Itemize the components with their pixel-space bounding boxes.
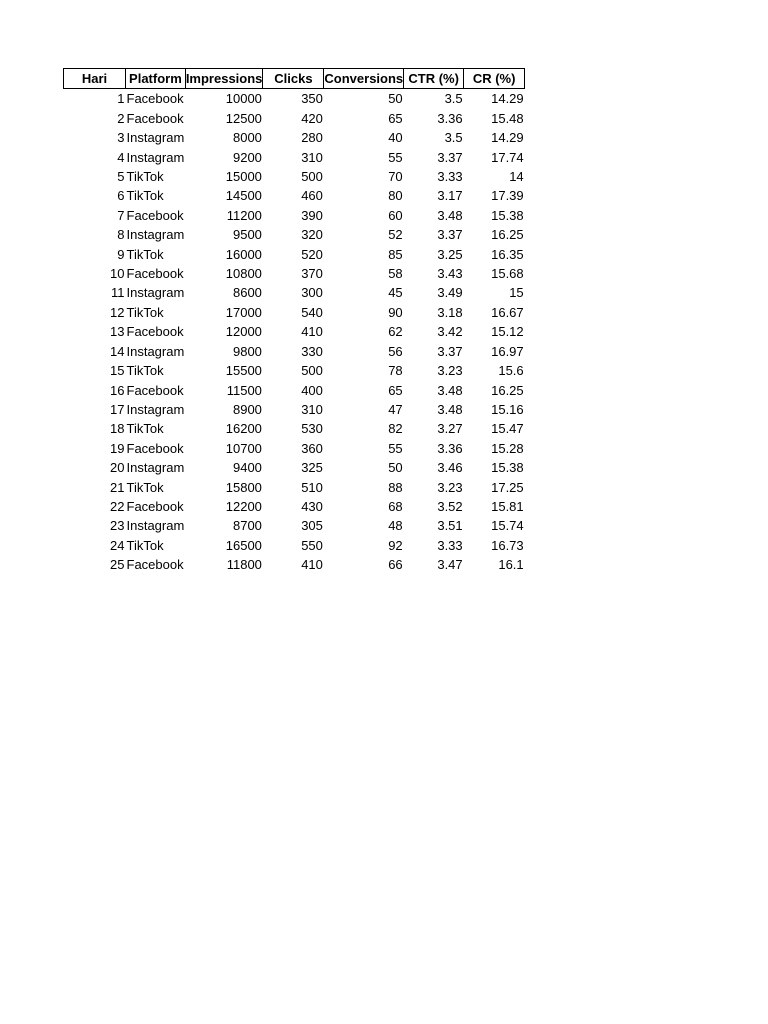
cell-conversions[interactable]: 92 <box>388 537 403 553</box>
cell-platform[interactable]: Instagram <box>126 343 185 359</box>
cell-hari[interactable]: 21 <box>110 479 125 495</box>
cell-impressions[interactable]: 16500 <box>225 537 262 553</box>
table-row <box>64 109 525 128</box>
cell-impressions[interactable]: 9800 <box>232 343 262 359</box>
cell-clicks[interactable]: 350 <box>301 91 323 107</box>
cell-impressions[interactable]: 9200 <box>232 149 262 165</box>
cell-cr[interactable]: 17.25 <box>491 479 524 495</box>
cell-ctr[interactable]: 3.36 <box>437 110 463 126</box>
cell-impressions[interactable]: 11200 <box>226 207 262 223</box>
table-row <box>64 555 525 574</box>
cell-conversions[interactable]: 65 <box>388 382 403 398</box>
cell-clicks[interactable]: 510 <box>301 479 323 495</box>
cell-platform[interactable]: Instagram <box>126 518 185 534</box>
cell-cr[interactable]: 16.25 <box>491 382 524 398</box>
cell-ctr[interactable]: 3.36 <box>437 440 463 456</box>
cell-clicks[interactable]: 300 <box>301 285 323 301</box>
header-impressions-label: Impressions <box>185 71 263 86</box>
cell-conversions[interactable]: 55 <box>388 440 403 456</box>
table-row <box>64 439 525 458</box>
cell-platform[interactable]: TikTok <box>126 304 164 320</box>
header-cell-platform[interactable]: Platform <box>126 69 186 89</box>
cell-clicks[interactable]: 330 <box>301 343 323 359</box>
cell-conversions[interactable]: 65 <box>388 110 403 126</box>
cell-ctr[interactable]: 3.17 <box>437 188 463 204</box>
cell-platform[interactable]: Facebook <box>126 382 184 398</box>
cell-hari[interactable]: 8 <box>117 227 125 243</box>
cell-platform[interactable]: TikTok <box>126 421 164 437</box>
table-body <box>64 89 525 575</box>
cell-conversions[interactable]: 40 <box>388 130 403 146</box>
cell-impressions[interactable]: 8900 <box>232 401 262 417</box>
cell-clicks[interactable]: 410 <box>301 324 323 340</box>
cell-hari[interactable]: 20 <box>110 460 125 476</box>
header-cell-clicks[interactable]: Clicks <box>263 69 324 89</box>
cell-ctr[interactable]: 3.47 <box>437 557 463 573</box>
cell-cr[interactable]: 16.67 <box>491 304 524 320</box>
cell-ctr[interactable]: 3.33 <box>437 169 463 185</box>
table-row <box>64 303 525 322</box>
cell-hari[interactable]: 15 <box>110 363 125 379</box>
cell-clicks[interactable]: 320 <box>301 227 323 243</box>
cell-platform[interactable]: Instagram <box>126 227 185 243</box>
cell-conversions[interactable]: 50 <box>388 460 403 476</box>
cell-ctr[interactable]: 3.37 <box>437 149 463 165</box>
cell-impressions[interactable]: 12000 <box>225 324 262 340</box>
table-row <box>64 167 525 186</box>
cell-ctr[interactable]: 3.33 <box>437 537 463 553</box>
cell-clicks[interactable]: 400 <box>301 382 323 398</box>
cell-conversions[interactable]: 66 <box>388 557 403 573</box>
table-row <box>64 516 525 535</box>
cell-ctr[interactable]: 3.5 <box>444 91 463 107</box>
cell-conversions[interactable]: 85 <box>388 246 403 262</box>
cell-ctr[interactable]: 3.48 <box>437 382 463 398</box>
cell-ctr[interactable]: 3.43 <box>437 266 463 282</box>
cell-cr[interactable]: 15.28 <box>491 440 524 456</box>
cell-platform[interactable]: Facebook <box>126 557 184 573</box>
header-cell-hari[interactable]: Hari <box>64 69 126 89</box>
cell-cr[interactable]: 15.68 <box>491 266 524 282</box>
cell-cr[interactable]: 14 <box>509 169 524 185</box>
table-row <box>64 128 525 147</box>
cell-conversions[interactable]: 88 <box>388 479 403 495</box>
cell-hari[interactable]: 11 <box>111 285 125 301</box>
cell-ctr[interactable]: 3.23 <box>437 363 463 379</box>
table-row <box>64 497 525 516</box>
cell-hari[interactable]: 13 <box>110 324 125 340</box>
cell-conversions[interactable]: 47 <box>388 401 403 417</box>
cell-cr[interactable]: 16.1 <box>498 557 524 573</box>
cell-ctr[interactable]: 3.23 <box>437 479 463 495</box>
cell-impressions[interactable]: 15800 <box>225 479 262 495</box>
header-cell-conversions[interactable] <box>324 69 404 89</box>
cell-cr[interactable]: 15.6 <box>498 363 524 379</box>
cell-impressions[interactable]: 12200 <box>225 498 262 514</box>
cell-platform[interactable]: Facebook <box>126 440 184 456</box>
cell-ctr[interactable]: 3.27 <box>437 421 463 437</box>
cell-ctr[interactable]: 3.46 <box>437 460 463 476</box>
cell-conversions[interactable]: 82 <box>388 421 403 437</box>
cell-hari[interactable]: 16 <box>110 382 125 398</box>
cell-hari[interactable]: 17 <box>110 401 125 417</box>
header-conversions-label: Conversions <box>324 71 404 86</box>
cell-ctr[interactable]: 3.48 <box>437 401 463 417</box>
cell-ctr[interactable]: 3.37 <box>437 343 463 359</box>
table-row <box>64 206 525 225</box>
table-row <box>64 381 525 400</box>
cell-cr[interactable]: 15.12 <box>491 324 524 340</box>
table-row <box>64 245 525 264</box>
cell-ctr[interactable]: 3.5 <box>444 130 463 146</box>
cell-conversions[interactable]: 60 <box>388 207 403 223</box>
cell-platform[interactable]: Facebook <box>126 266 184 282</box>
cell-ctr[interactable]: 3.42 <box>437 324 463 340</box>
cell-clicks[interactable]: 530 <box>301 421 323 437</box>
cell-cr[interactable]: 15.38 <box>491 207 524 223</box>
cell-platform[interactable]: Facebook <box>126 207 184 223</box>
cell-clicks[interactable]: 410 <box>301 557 323 573</box>
cell-impressions[interactable]: 8700 <box>232 518 262 534</box>
cell-impressions[interactable]: 12500 <box>225 110 262 126</box>
cell-impressions[interactable]: 17000 <box>225 304 262 320</box>
cell-clicks[interactable]: 500 <box>301 169 323 185</box>
cell-platform[interactable]: Facebook <box>126 91 184 107</box>
cell-impressions[interactable]: 10700 <box>225 440 262 456</box>
cell-conversions[interactable]: 58 <box>388 266 403 282</box>
cell-cr[interactable]: 15 <box>509 285 524 301</box>
cell-cr[interactable]: 14.29 <box>491 91 524 107</box>
cell-hari[interactable]: 7 <box>117 207 125 223</box>
cell-clicks[interactable]: 460 <box>301 188 323 204</box>
cell-hari[interactable]: 1 <box>117 91 125 107</box>
cell-cr[interactable]: 17.39 <box>491 188 524 204</box>
cell-impressions[interactable]: 9500 <box>232 227 262 243</box>
cell-hari[interactable]: 9 <box>117 246 125 262</box>
cell-cr[interactable]: 16.73 <box>491 537 524 553</box>
cell-ctr[interactable]: 3.25 <box>437 246 463 262</box>
cell-hari[interactable]: 23 <box>110 518 125 534</box>
cell-clicks[interactable]: 550 <box>301 537 323 553</box>
cell-conversions[interactable]: 68 <box>388 498 403 514</box>
cell-ctr[interactable]: 3.52 <box>437 498 463 514</box>
cell-conversions[interactable]: 78 <box>388 363 403 379</box>
cell-cr[interactable]: 15.38 <box>491 460 524 476</box>
header-cell-cr[interactable]: CR (%) <box>464 69 525 89</box>
cell-hari[interactable]: 22 <box>110 498 125 514</box>
cell-hari[interactable]: 5 <box>117 169 125 185</box>
header-cell-impressions[interactable] <box>185 69 263 89</box>
cell-clicks[interactable]: 310 <box>301 401 323 417</box>
cell-cr[interactable]: 16.97 <box>491 343 524 359</box>
cell-conversions[interactable]: 45 <box>388 285 403 301</box>
cell-impressions[interactable]: 14500 <box>225 188 262 204</box>
cell-platform[interactable]: TikTok <box>126 363 164 379</box>
cell-cr[interactable]: 17.74 <box>491 149 524 165</box>
cell-hari[interactable]: 4 <box>117 149 125 165</box>
cell-ctr[interactable]: 3.49 <box>437 285 463 301</box>
cell-platform[interactable]: Facebook <box>126 498 184 514</box>
header-cell-ctr[interactable]: CTR (%) <box>404 69 464 89</box>
cell-hari[interactable]: 2 <box>117 110 125 126</box>
cell-hari[interactable]: 19 <box>110 440 125 456</box>
cell-cr[interactable]: 15.16 <box>491 401 524 417</box>
cell-clicks[interactable]: 310 <box>301 149 323 165</box>
cell-cr[interactable]: 15.81 <box>491 498 524 514</box>
cell-cr[interactable]: 15.47 <box>491 421 524 437</box>
cell-conversions[interactable]: 52 <box>388 227 403 243</box>
cell-impressions[interactable]: 11500 <box>226 382 262 398</box>
cell-clicks[interactable]: 420 <box>301 110 323 126</box>
cell-platform[interactable]: TikTok <box>126 479 164 495</box>
cell-conversions[interactable]: 55 <box>388 149 403 165</box>
table-row <box>64 225 525 244</box>
cell-clicks[interactable]: 540 <box>301 304 323 320</box>
cell-hari[interactable]: 3 <box>117 130 125 146</box>
cell-platform[interactable]: Facebook <box>126 324 184 340</box>
cell-cr[interactable]: 16.35 <box>491 246 524 262</box>
cell-conversions[interactable]: 80 <box>388 188 403 204</box>
cell-impressions[interactable]: 10800 <box>225 266 262 282</box>
cell-hari[interactable]: 14 <box>110 343 125 359</box>
cell-ctr[interactable]: 3.18 <box>437 304 463 320</box>
cell-clicks[interactable]: 325 <box>301 460 323 476</box>
cell-ctr[interactable]: 3.51 <box>437 518 463 534</box>
header-row <box>64 69 525 89</box>
cell-hari[interactable]: 25 <box>110 557 125 573</box>
table-row <box>64 322 525 341</box>
cell-impressions[interactable]: 16000 <box>225 246 262 262</box>
cell-clicks[interactable]: 305 <box>301 518 323 534</box>
table-header <box>64 69 525 89</box>
table-row <box>64 361 525 380</box>
cell-ctr[interactable]: 3.37 <box>437 227 463 243</box>
cell-hari[interactable]: 10 <box>110 266 125 282</box>
table-row <box>64 400 525 419</box>
cell-platform[interactable]: Facebook <box>126 110 184 126</box>
spreadsheet-table <box>63 68 525 575</box>
cell-conversions[interactable]: 50 <box>388 91 403 107</box>
cell-clicks[interactable]: 280 <box>301 130 323 146</box>
table-row <box>64 283 525 302</box>
cell-platform[interactable]: TikTok <box>126 537 164 553</box>
table-row <box>64 186 525 205</box>
cell-conversions[interactable]: 56 <box>388 343 403 359</box>
cell-hari[interactable]: 18 <box>110 421 125 437</box>
cell-platform[interactable]: Instagram <box>126 285 185 301</box>
cell-conversions[interactable]: 62 <box>388 324 403 340</box>
cell-platform[interactable]: TikTok <box>126 246 164 262</box>
cell-cr[interactable]: 14.29 <box>491 130 524 146</box>
cell-platform[interactable]: Instagram <box>126 460 185 476</box>
cell-clicks[interactable]: 360 <box>301 440 323 456</box>
cell-impressions[interactable]: 8600 <box>232 285 262 301</box>
cell-clicks[interactable]: 430 <box>301 498 323 514</box>
table-row <box>64 264 525 283</box>
cell-clicks[interactable]: 500 <box>301 363 323 379</box>
cell-platform[interactable]: Instagram <box>126 401 185 417</box>
table-row <box>64 458 525 477</box>
cell-impressions[interactable]: 11800 <box>226 557 262 573</box>
cell-conversions[interactable]: 90 <box>388 304 403 320</box>
table-row <box>64 342 525 361</box>
cell-ctr[interactable]: 3.48 <box>437 207 463 223</box>
cell-clicks[interactable]: 370 <box>301 266 323 282</box>
cell-platform[interactable]: TikTok <box>126 169 164 185</box>
cell-conversions[interactable]: 48 <box>388 518 403 534</box>
table-row <box>64 89 525 109</box>
cell-cr[interactable]: 15.74 <box>491 518 524 534</box>
cell-hari[interactable]: 12 <box>110 304 125 320</box>
cell-impressions[interactable]: 16200 <box>225 421 262 437</box>
cell-platform[interactable]: Instagram <box>126 130 185 146</box>
cell-platform[interactable]: Instagram <box>126 149 185 165</box>
cell-hari[interactable]: 24 <box>110 537 125 553</box>
table-row <box>64 148 525 167</box>
cell-conversions[interactable]: 70 <box>388 169 403 185</box>
cell-impressions[interactable]: 10000 <box>225 91 262 107</box>
table-row <box>64 536 525 555</box>
cell-platform[interactable]: TikTok <box>126 188 164 204</box>
table-row <box>64 478 525 497</box>
cell-cr[interactable]: 16.25 <box>491 227 524 243</box>
cell-cr[interactable]: 15.48 <box>491 110 524 126</box>
cell-clicks[interactable]: 390 <box>301 207 323 223</box>
cell-impressions[interactable]: 15500 <box>225 363 262 379</box>
cell-impressions[interactable]: 8000 <box>232 130 262 146</box>
cell-hari[interactable]: 6 <box>117 188 125 204</box>
table-row <box>64 419 525 438</box>
cell-impressions[interactable]: 9400 <box>232 460 262 476</box>
cell-impressions[interactable]: 15000 <box>225 169 262 185</box>
cell-clicks[interactable]: 520 <box>301 246 323 262</box>
